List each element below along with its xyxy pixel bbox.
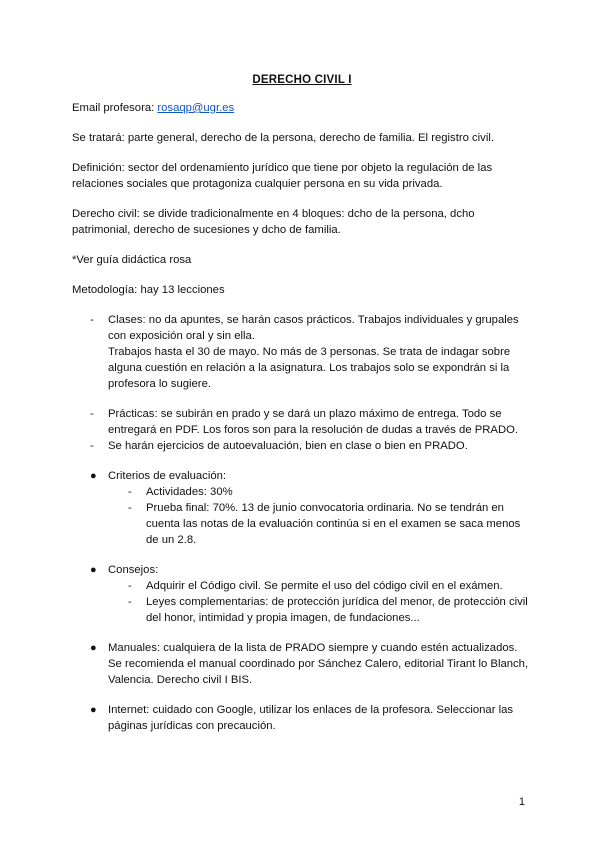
list-item [72,312,532,392]
bullet-dot-icon: ● [90,642,97,654]
document-page [72,64,532,748]
email-label: Email profesora: [72,102,158,114]
dash-bullet: - [90,314,94,326]
consejos-label: Consejos: [108,564,159,576]
manuales-text: Manuales: cualquiera de la lista de PRADO siempre y cuando estén actualizados. Se recomienda el manual coordinado por Sánchez Calero, editorial Tirant lo Blanch, Valencia. Derecho civil I BIS. [108,642,529,686]
list-item [128,594,532,626]
list-item-text: Leyes complementarias: de protección jurídica del menor, de protección civil del honor, intimidad y propia imagen, de fundaciones... [146,596,528,624]
criterios-section [72,468,532,548]
paragraph-guide: *Ver guía didáctica rosa [72,254,192,266]
dash-bullet: - [128,502,132,514]
list-item [72,406,532,438]
criterios-list [108,484,532,548]
page-number: 1 [518,796,525,808]
list-item-text: Trabajos hasta el 30 de mayo. No más de 3 personas. Se trata de indagar sobre alguna cuestión en relación a la asignatura. Los trabajos solo se expondrán si la profesora lo sugiere. [108,346,511,390]
list-item-text: Prácticas: se subirán en prado y se dará un plazo máximo de entrega. Todo se entregará en PDF. Los foros son para la resolución de dudas a través de PRADO. [108,408,519,436]
bullet-dot-icon: ● [90,564,97,576]
list-item-text: Se harán ejercicios de autoevaluación, bien en clase o bien en PRADO. [108,440,468,452]
list-item [72,438,532,454]
methodology-list-1 [72,312,532,392]
email-link[interactable]: rosaqp@ugr.es [157,102,235,114]
dash-bullet: - [90,408,94,420]
list-item-text: Adquirir el Código civil. Se permite el uso del código civil en el exámen. [146,580,503,592]
internet-text: Internet: cuidado con Google, utilizar los enlaces de la profesora. Seleccionar las páginas jurídicas con precaución. [108,704,514,732]
methodology-list-2 [72,406,532,454]
paragraph-definition: Definición: sector del ordenamiento jurídico que tiene por objeto la regulación de las relaciones sociales que protagoniza cualquier persona en su vida privada. [72,162,493,190]
dash-bullet: - [128,486,132,498]
consejos-section [72,562,532,626]
bullet-dot-icon: ● [90,704,97,716]
paragraph-methodology: Metodología: hay 13 lecciones [72,284,225,296]
list-item-text: Clases: no da apuntes, se harán casos prácticos. Trabajos individuales y grupales con exposición oral y sin ella. [108,314,519,342]
paragraph-topics: Se tratará: parte general, derecho de la persona, derecho de familia. El registro civil. [72,132,494,144]
consejos-list [108,578,532,626]
page-title: DERECHO CIVIL I [252,74,352,86]
list-item-text: Prueba final: 70%. 13 de junio convocatoria ordinaria. No se tendrán en cuenta las notas de la evaluación continúa si en el examen se saca menos de un 2.8. [146,502,521,546]
paragraph-blocks: Derecho civil: se divide tradicionalmente en 4 bloques: dcho de la persona, dcho patrimonial, derecho de sucesiones y dcho de familia. [72,208,475,236]
list-item [128,484,532,500]
bullet-dot-icon: ● [90,470,97,482]
dash-bullet: - [128,580,132,592]
list-item [128,578,532,594]
internet-section [72,702,532,734]
list-item [128,500,532,548]
list-item-text: Actividades: 30% [146,486,233,498]
dash-bullet: - [90,440,94,452]
criterios-label: Criterios de evaluación: [108,470,227,482]
dash-bullet: - [128,596,132,608]
manuales-section [72,640,532,688]
email-line [72,100,532,116]
